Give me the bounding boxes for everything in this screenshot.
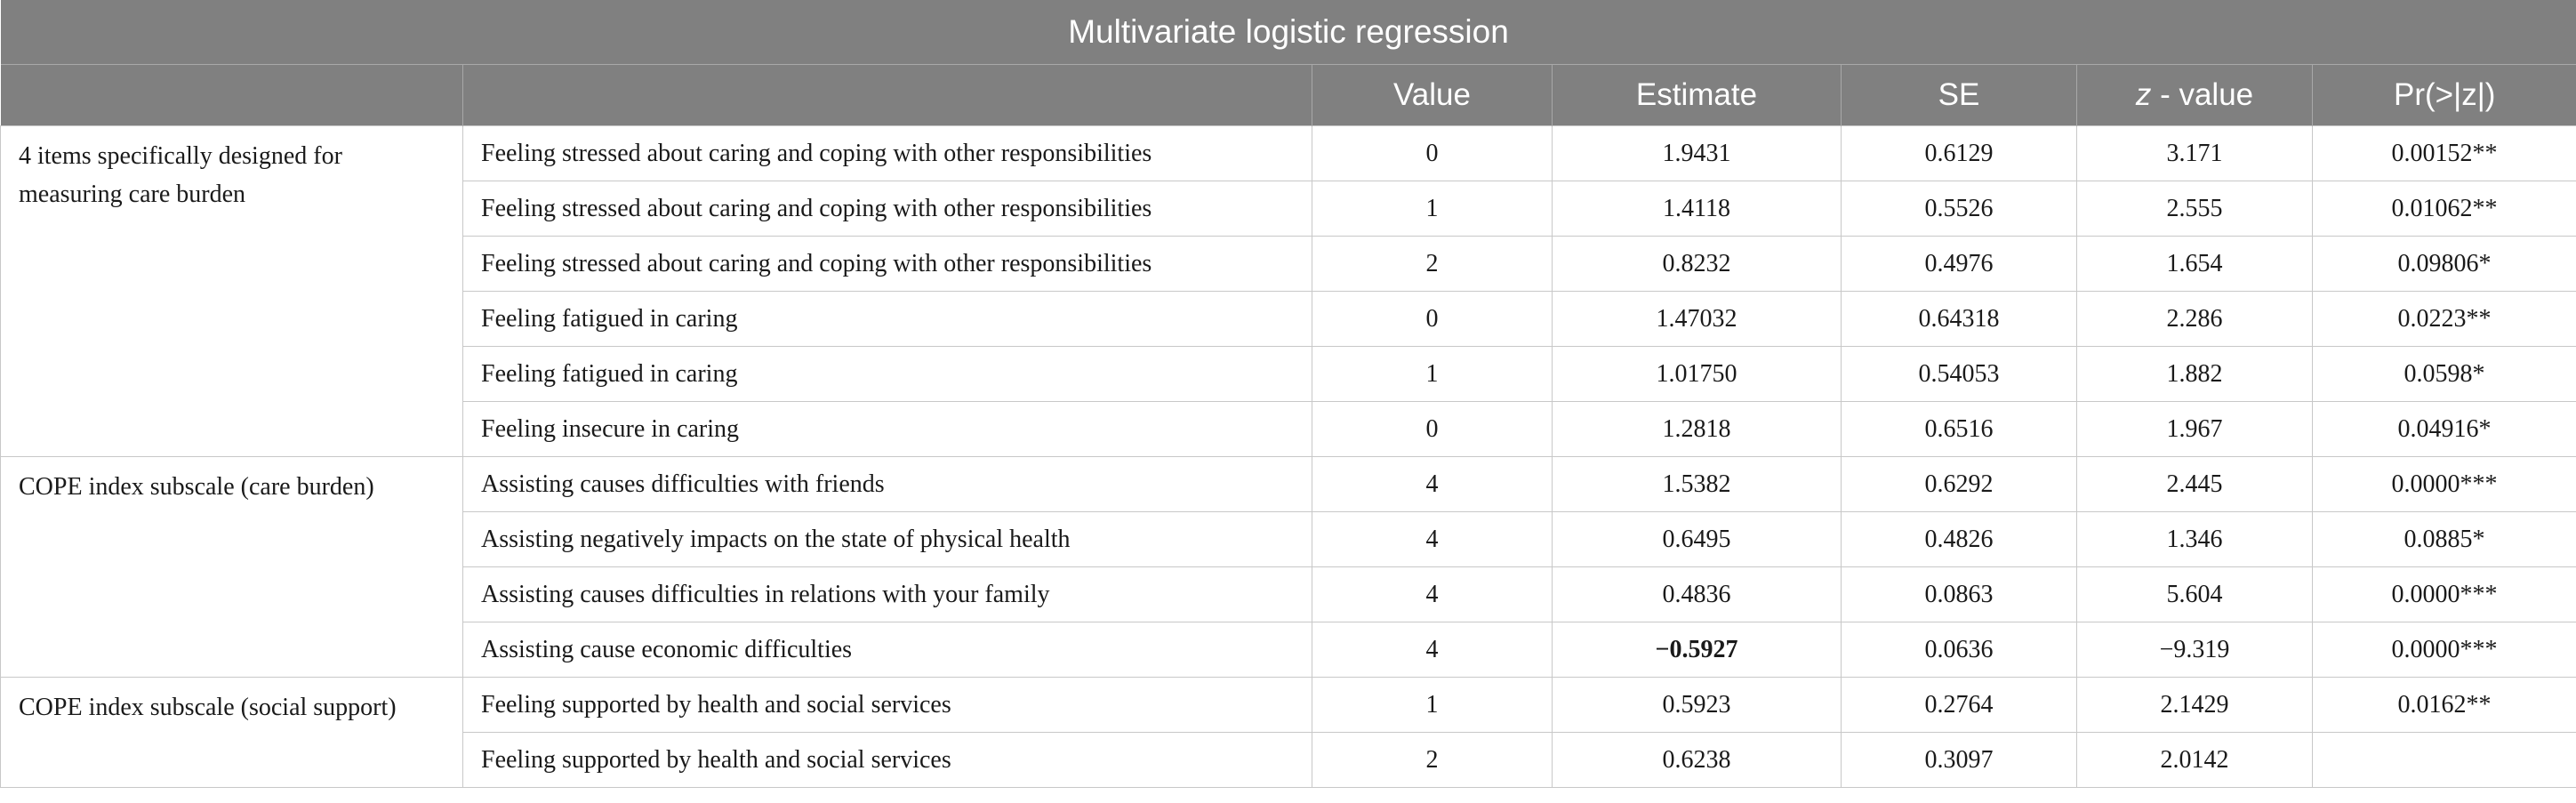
item-cell: Assisting negatively impacts on the state of physical health <box>463 512 1312 567</box>
header-z-italic: z <box>2135 77 2152 112</box>
item-cell: Feeling supported by health and social services <box>463 678 1312 733</box>
se-cell: 0.6292 <box>1842 457 2077 512</box>
z-cell: 2.555 <box>2077 181 2313 237</box>
p-cell: 0.0000*** <box>2313 622 2576 678</box>
p-cell: 0.0000*** <box>2313 457 2576 512</box>
p-cell: 0.0598* <box>2313 347 2576 402</box>
value-cell: 4 <box>1312 622 1553 678</box>
estimate-cell: −0.5927 <box>1553 622 1842 678</box>
se-cell: 0.4826 <box>1842 512 2077 567</box>
se-cell: 0.0863 <box>1842 567 2077 622</box>
header-z-rest: - value <box>2160 77 2254 112</box>
estimate-cell: 1.4118 <box>1553 181 1842 237</box>
z-cell: 1.654 <box>2077 237 2313 292</box>
p-cell: 0.0223** <box>2313 292 2576 347</box>
table-row <box>1 678 2576 733</box>
p-cell: 0.0885* <box>2313 512 2576 567</box>
item-cell: Feeling fatigued in caring <box>463 292 1312 347</box>
p-cell: 0.09806* <box>2313 237 2576 292</box>
estimate-cell: 1.5382 <box>1553 457 1842 512</box>
z-cell: 1.346 <box>2077 512 2313 567</box>
header-z-value <box>2077 65 2313 126</box>
p-cell: 0.0000*** <box>2313 567 2576 622</box>
z-cell: 2.445 <box>2077 457 2313 512</box>
header-value: Value <box>1312 65 1553 126</box>
se-cell: 0.5526 <box>1842 181 2077 237</box>
value-cell: 1 <box>1312 678 1553 733</box>
item-cell: Assisting causes difficulties with friends <box>463 457 1312 512</box>
value-cell: 2 <box>1312 237 1553 292</box>
z-cell: 5.604 <box>2077 567 2313 622</box>
estimate-cell: 0.6238 <box>1553 733 1842 788</box>
z-cell: 2.1429 <box>2077 678 2313 733</box>
value-cell: 1 <box>1312 347 1553 402</box>
header-item <box>463 65 1312 126</box>
p-cell: 0.01062** <box>2313 181 2576 237</box>
estimate-cell: 1.47032 <box>1553 292 1842 347</box>
item-cell: Assisting causes difficulties in relations with your family <box>463 567 1312 622</box>
estimate-cell: 0.5923 <box>1553 678 1842 733</box>
value-cell: 2 <box>1312 733 1553 788</box>
value-cell: 4 <box>1312 567 1553 622</box>
header-p-value: Pr(>|z|) <box>2313 65 2576 126</box>
item-cell: Feeling stressed about caring and coping with other responsibilities <box>463 126 1312 181</box>
z-cell: 2.286 <box>2077 292 2313 347</box>
z-cell: 1.967 <box>2077 402 2313 457</box>
z-cell: 1.882 <box>2077 347 2313 402</box>
p-cell: 0.0162** <box>2313 678 2576 733</box>
item-cell: Assisting cause economic difficulties <box>463 622 1312 678</box>
item-cell: Feeling stressed about caring and coping with other responsibilities <box>463 181 1312 237</box>
group-label: COPE index subscale (social support) <box>1 678 463 788</box>
estimate-cell: 0.6495 <box>1553 512 1842 567</box>
z-cell: 3.171 <box>2077 126 2313 181</box>
column-header-row <box>1 65 2576 126</box>
z-cell: −9.319 <box>2077 622 2313 678</box>
estimate-cell: 1.9431 <box>1553 126 1842 181</box>
value-cell: 4 <box>1312 457 1553 512</box>
table-row <box>1 126 2576 181</box>
se-cell: 0.6129 <box>1842 126 2077 181</box>
se-cell: 0.0636 <box>1842 622 2077 678</box>
group-label: 4 items specifically designed for measuring care burden <box>1 126 463 457</box>
se-cell: 0.64318 <box>1842 292 2077 347</box>
p-cell: 0.04916* <box>2313 402 2576 457</box>
group-label: COPE index subscale (care burden) <box>1 457 463 678</box>
item-cell: Feeling insecure in caring <box>463 402 1312 457</box>
p-cell <box>2313 733 2576 788</box>
se-cell: 0.6516 <box>1842 402 2077 457</box>
table-title-row <box>1 0 2576 65</box>
value-cell: 0 <box>1312 402 1553 457</box>
value-cell: 4 <box>1312 512 1553 567</box>
header-estimate: Estimate <box>1553 65 1842 126</box>
se-cell: 0.2764 <box>1842 678 2077 733</box>
estimate-cell: 0.8232 <box>1553 237 1842 292</box>
se-cell: 0.4976 <box>1842 237 2077 292</box>
value-cell: 0 <box>1312 126 1553 181</box>
table-title: Multivariate logistic regression <box>1 0 2576 65</box>
item-cell: Feeling supported by health and social services <box>463 733 1312 788</box>
estimate-cell: 1.01750 <box>1553 347 1842 402</box>
z-cell: 2.0142 <box>2077 733 2313 788</box>
table-row <box>1 457 2576 512</box>
header-group <box>1 65 463 126</box>
item-cell: Feeling stressed about caring and coping with other responsibilities <box>463 237 1312 292</box>
se-cell: 0.3097 <box>1842 733 2077 788</box>
estimate-cell: 1.2818 <box>1553 402 1842 457</box>
header-se: SE <box>1842 65 2077 126</box>
value-cell: 0 <box>1312 292 1553 347</box>
value-cell: 1 <box>1312 181 1553 237</box>
item-cell: Feeling fatigued in caring <box>463 347 1312 402</box>
p-cell: 0.00152** <box>2313 126 2576 181</box>
se-cell: 0.54053 <box>1842 347 2077 402</box>
estimate-cell: 0.4836 <box>1553 567 1842 622</box>
